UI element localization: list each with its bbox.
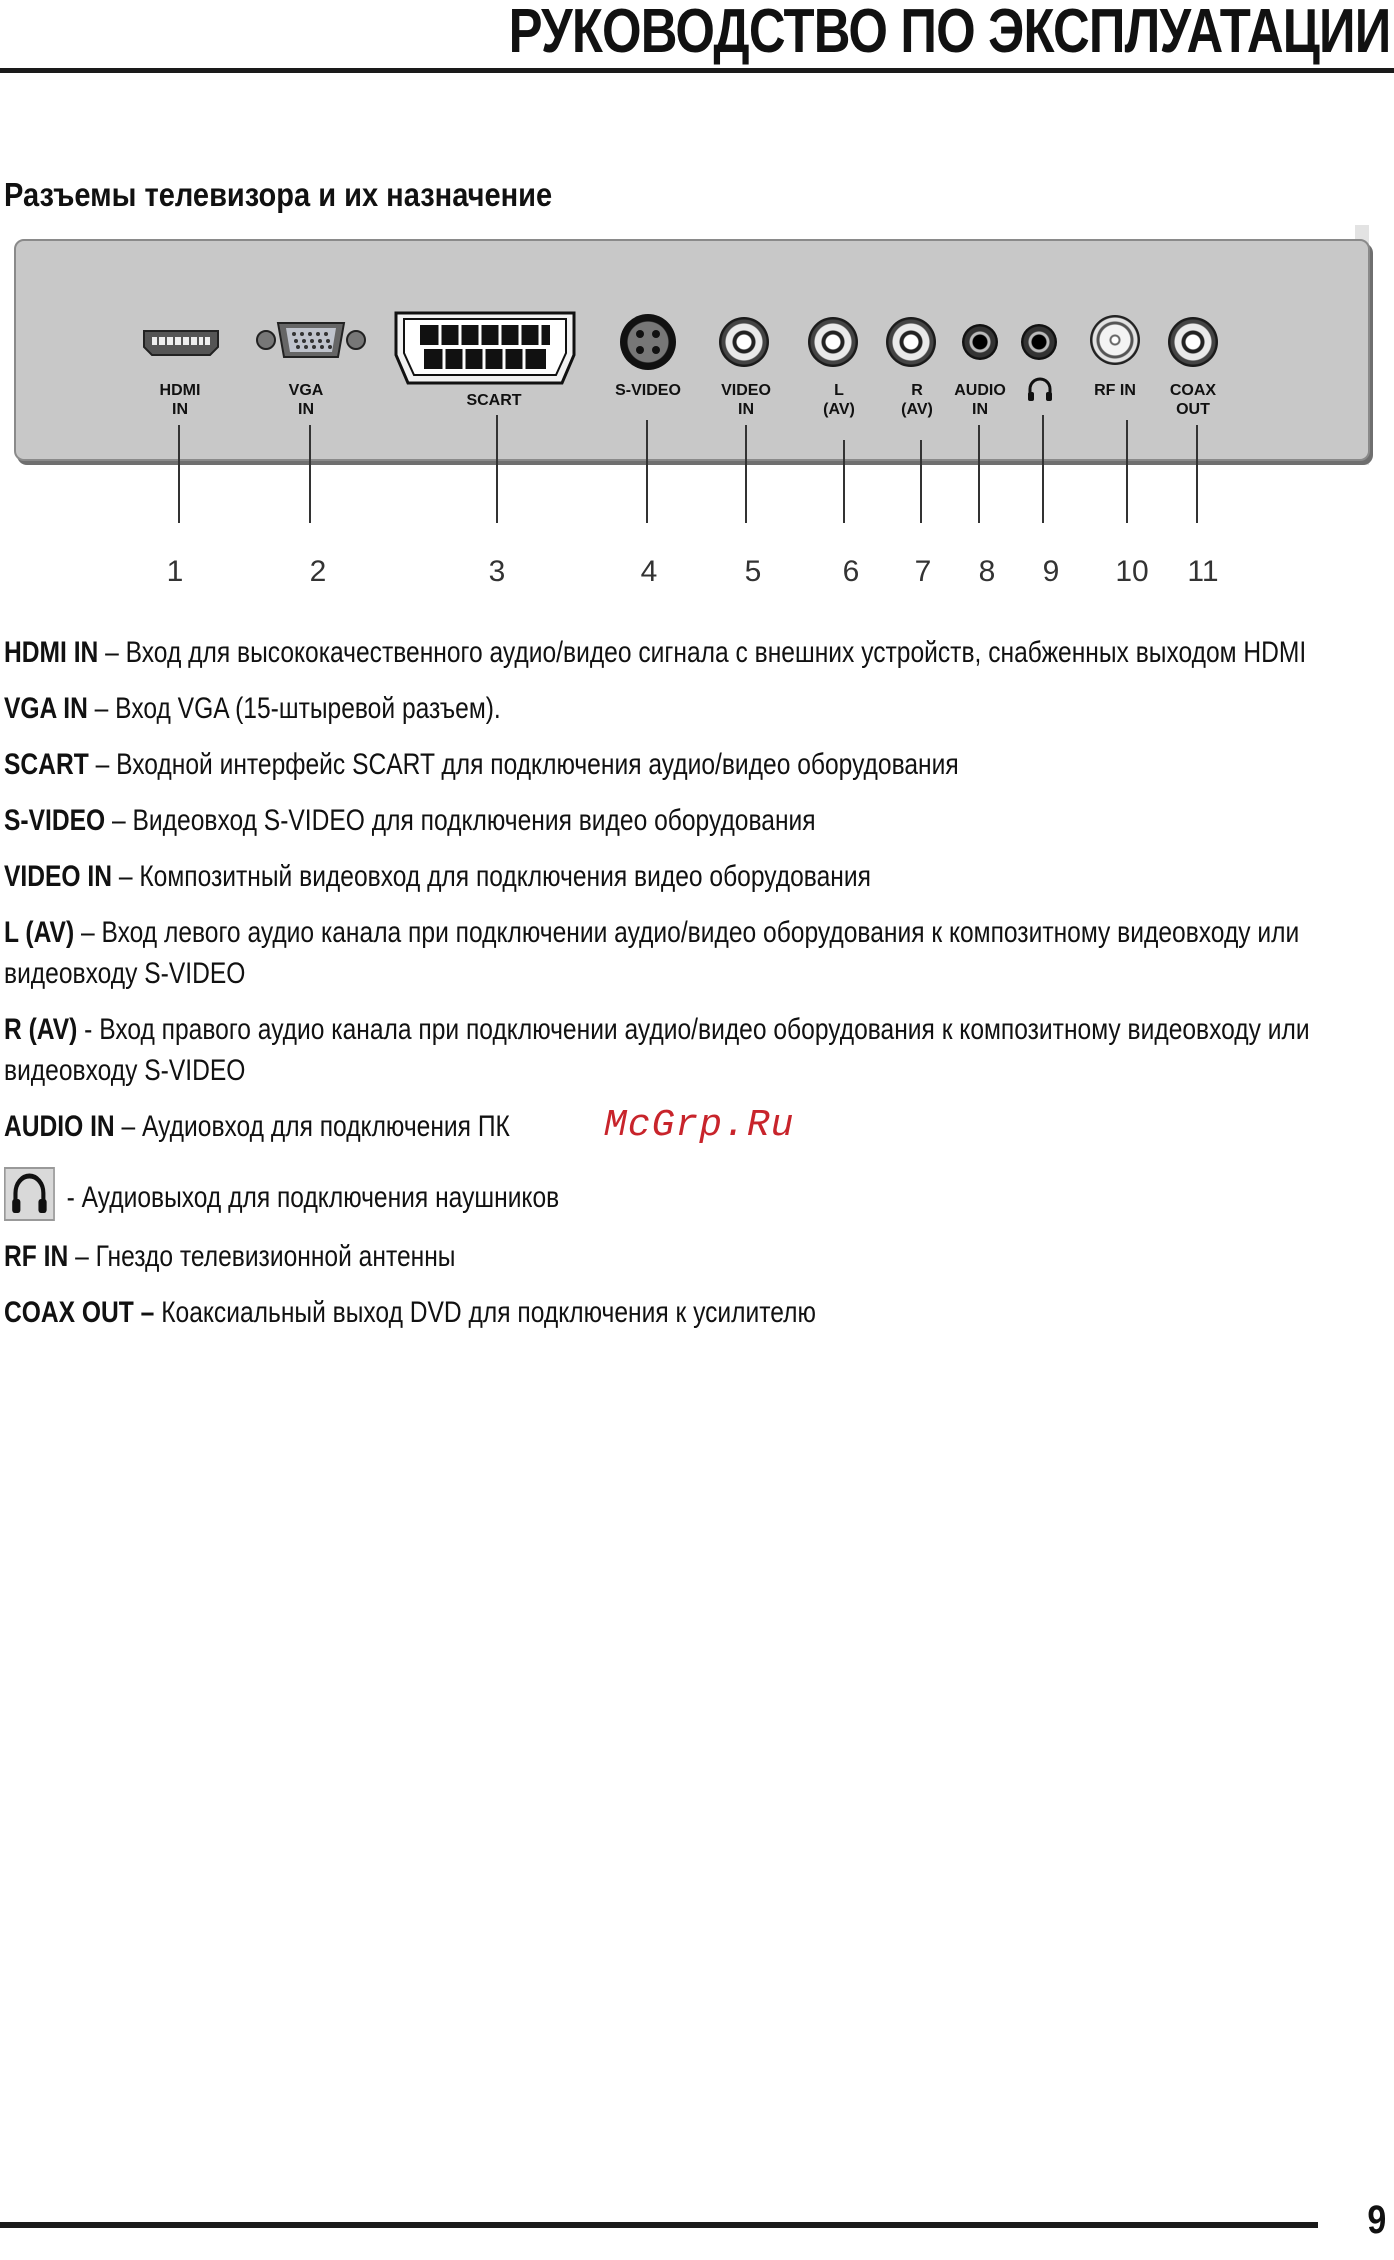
description-text: – Вход для высококачественного аудио/видео сигнала с внешних устройств, снабженных выходом HDMI (98, 636, 1307, 669)
page-title: РУКОВОДСТВО ПО ЭКСПЛУАТАЦИИ (508, 0, 1390, 66)
callout-line (646, 420, 648, 523)
description-item (4, 1009, 1365, 1091)
connector-label-hdmi: HDMI IN (159, 382, 201, 418)
callout-number: 8 (978, 555, 996, 588)
description-item (4, 1167, 1394, 1221)
callout-line (843, 440, 845, 523)
description-item (4, 688, 1394, 729)
description-term: S-VIDEO (4, 804, 106, 837)
callout-number: 10 (1115, 555, 1149, 588)
description-item (4, 912, 1365, 994)
connector-label-r-av: R (AV) (901, 382, 933, 418)
description-item (4, 800, 1394, 841)
description-term: VIDEO IN (4, 860, 112, 893)
connector-label-video-in: VIDEO IN (721, 382, 771, 418)
description-item (4, 632, 1394, 673)
description-item (4, 1292, 1394, 1333)
callout-number: 6 (842, 555, 860, 588)
description-text: – Входной интерфейс SCART для подключения аудио/видео оборудования (88, 748, 959, 781)
callout-number: 3 (488, 555, 506, 588)
connector-label-svideo: S-VIDEO (615, 382, 681, 399)
callout-line (178, 425, 180, 523)
scart-port-icon (394, 311, 576, 387)
audio-in-jack-icon (962, 324, 998, 360)
description-item (4, 856, 1394, 897)
svideo-port-icon (620, 314, 676, 370)
video-in-jack-icon (719, 317, 769, 367)
callout-number: 9 (1042, 555, 1060, 588)
callout-line (309, 425, 311, 523)
callout-number: 1 (166, 555, 184, 588)
connector-diagram (0, 225, 1394, 605)
rf-in-jack-icon (1090, 315, 1140, 365)
description-text: – Композитный видеовход для подключения видео оборудования (111, 860, 871, 893)
description-term: L (AV) (4, 916, 75, 949)
callout-number: 11 (1187, 555, 1219, 588)
connector-label-scart: SCART (466, 392, 522, 409)
headphones-icon (4, 1167, 55, 1221)
l-av-jack-icon (808, 317, 858, 367)
callout-line (496, 415, 498, 523)
connector-descriptions (4, 632, 1394, 1348)
description-text: – Аудиовход для подключения ПК (114, 1110, 510, 1143)
description-term: HDMI IN (4, 636, 99, 669)
headphone-jack-icon (1021, 324, 1057, 360)
description-term: SCART (4, 748, 89, 781)
page-number: 9 (1367, 2198, 1386, 2242)
callout-line (978, 425, 980, 523)
callout-line (1126, 420, 1128, 523)
description-item (4, 744, 1394, 785)
callout-line (1196, 425, 1198, 523)
callout-number: 7 (914, 555, 932, 588)
vga-port-icon (256, 317, 366, 363)
description-term: AUDIO IN (4, 1110, 115, 1143)
description-text: – Вход левого аудио канала при подключении аудио/видео оборудования к композитному видеовходу или видеовходу S-VIDEO (4, 916, 1300, 990)
callout-number: 5 (744, 555, 762, 588)
connector-label-coax-out: COAX OUT (1169, 382, 1217, 418)
connector-label-l-av: L (AV) (823, 382, 855, 418)
footer-rule (0, 2222, 1318, 2228)
connector-label-rf-in: RF IN (1094, 382, 1136, 399)
callout-number: 4 (640, 555, 658, 588)
description-term: VGA IN (4, 692, 88, 725)
hdmi-port-icon (140, 327, 222, 359)
coax-out-jack-icon (1168, 317, 1218, 367)
description-item (4, 1236, 1394, 1277)
description-text: - Аудиовыход для подключения наушников (59, 1181, 560, 1214)
headphones-label-icon (1026, 375, 1054, 403)
callout-number: 2 (309, 555, 327, 588)
connector-label-vga: VGA IN (288, 382, 324, 418)
r-av-jack-icon (886, 317, 936, 367)
callout-line (745, 425, 747, 523)
description-term: R (AV) (4, 1013, 78, 1046)
description-text: Коаксиальный выход DVD для подключения к усилителю (154, 1296, 816, 1329)
callout-line (1042, 415, 1044, 523)
description-term: COAX OUT – (4, 1296, 155, 1329)
description-term: RF IN (4, 1240, 69, 1273)
description-text: – Вход VGA (15-штыревой разъем). (87, 692, 501, 725)
connector-label-audio-in: AUDIO IN (954, 382, 1006, 418)
section-title: Разъемы телевизора и их назначение (4, 176, 553, 213)
description-text: – Гнездо телевизионной антенны (68, 1240, 456, 1273)
callout-line (920, 440, 922, 523)
header-rule (0, 68, 1394, 73)
description-text: - Вход правого аудио канала при подключении аудио/видео оборудования к композитному видеовходу или видеовходу S-VIDEO (4, 1013, 1310, 1087)
watermark: McGrp.Ru (604, 1104, 795, 1147)
description-text: – Видеовход S-VIDEO для подключения видео оборудования (105, 804, 816, 837)
